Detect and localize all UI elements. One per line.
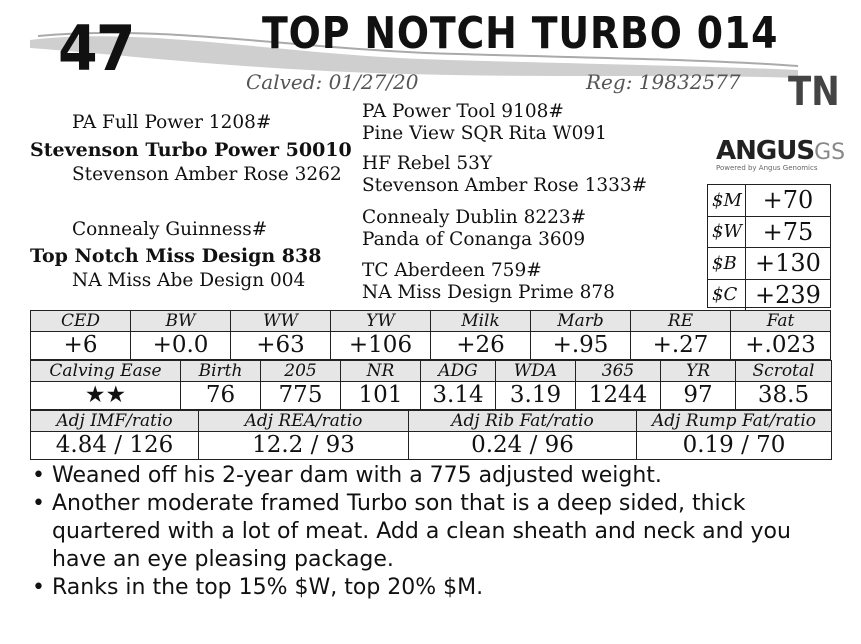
epd-value-row: +6 +0.0 +63 +106 +26 +.95 +.27 +.023 [31, 332, 831, 360]
notes-list [30, 462, 840, 602]
lot-number: 47 [58, 12, 134, 85]
sire: Stevenson Turbo Power 50010 [30, 139, 352, 161]
dollar-value-box [707, 184, 831, 308]
epd-table [30, 310, 831, 360]
dam-dam-sire: TC Aberdeen 759# [362, 260, 542, 281]
ultrasound-value-row: 4.84 / 126 12.2 / 93 0.24 / 96 0.19 / 70 [31, 432, 832, 460]
sire-sire: PA Full Power 1208# [72, 112, 272, 133]
calving-ease-stars: ★★ [31, 382, 181, 410]
calved-date: Calved: 01/27/20 [246, 70, 419, 94]
note-item: • Ranks in the top 15% $W, top 20% $M. [30, 574, 840, 602]
angus-gs-logo: ANGUSGS Powered by Angus Genomics [716, 136, 846, 172]
animal-name: TOP NOTCH TURBO 014 [262, 8, 779, 59]
performance-header-row: Calving Ease Birth 205 NR ADG WDA 365 YR Scrotal [31, 361, 832, 382]
sire-sire-sire: PA Power Tool 9108# [362, 101, 564, 122]
ultrasound-table [30, 410, 832, 460]
dam: Top Notch Miss Design 838 [30, 245, 322, 267]
dam-sire: Connealy Guinness# [72, 219, 268, 240]
performance-value-row: ★★ 76 775 101 3.14 3.19 1244 97 38.5 [31, 382, 832, 410]
dam-sire-dam: Panda of Conanga 3609 [362, 229, 586, 250]
note-item: • Weaned off his 2-year dam with a 775 adjusted weight. [30, 462, 840, 490]
registration-number: Reg: 19832577 [586, 70, 741, 94]
dollar-row-c: $C +239 [708, 280, 830, 311]
dollar-row-b: $B +130 [708, 248, 830, 280]
performance-table [30, 360, 832, 410]
dam-dam-dam: NA Miss Design Prime 878 [362, 282, 615, 303]
dollar-row-m: $M +70 [708, 185, 830, 217]
sire-dam: Stevenson Amber Rose 3262 [72, 164, 342, 185]
herd-mark: TN [788, 69, 840, 115]
dollar-row-w: $W +75 [708, 217, 830, 249]
sire-sire-dam: Pine View SQR Rita W091 [362, 123, 607, 144]
note-item: • Another moderate framed Turbo son that is a deep sided, thick quartered with a lot of meat. Add a clean sheath and neck and you have an eye pleasing package. [30, 490, 840, 574]
ultrasound-header-row: Adj IMF/ratio Adj REA/ratio Adj Rib Fat/ratio Adj Rump Fat/ratio [31, 411, 832, 432]
dam-sire-sire: Connealy Dublin 8223# [362, 207, 587, 228]
sire-dam-sire: HF Rebel 53Y [362, 153, 493, 174]
dam-dam: NA Miss Abe Design 004 [72, 270, 306, 291]
sire-dam-dam: Stevenson Amber Rose 1333# [362, 175, 648, 196]
epd-header-row: CED BW WW YW Milk Marb RE Fat [31, 311, 831, 332]
